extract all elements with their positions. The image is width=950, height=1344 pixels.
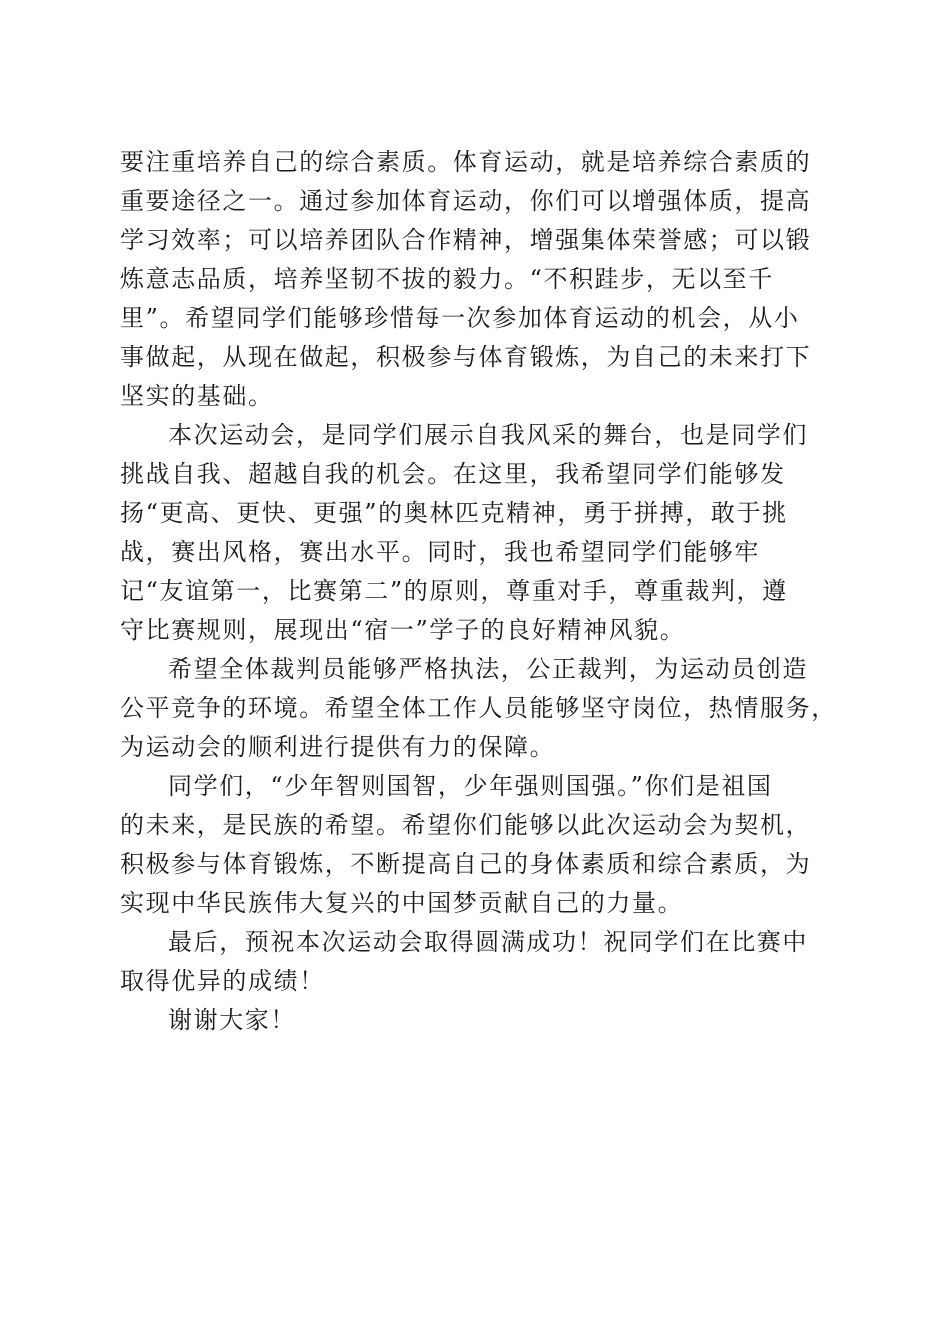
text-line: 里”。希望同学们能够珍惜每一次参加体育运动的机会，从小: [120, 304, 800, 332]
text-line: 炼意志品质，培养坚韧不拔的毅力。“不积跬步，无以至千: [120, 265, 774, 293]
paragraph-first-line: 最后，预祝本次运动会取得圆满成功！祝同学们在比赛中: [168, 928, 808, 956]
paragraph-first-line: 希望全体裁判员能够严格执法，公正裁判，为运动员创造: [168, 655, 808, 683]
text-line: 取得优异的成绩！: [120, 967, 325, 995]
speech-body: [120, 143, 837, 1040]
text-line: 挑战自我、超越自我的机会。在这里，我希望同学们能够发: [120, 460, 786, 488]
text-line: 战，赛出风格，赛出水平。同时，我也希望同学们能够牢: [120, 538, 760, 566]
text-line: 公平竞争的环境。希望全体工作人员能够坚守岗位，热情服务，: [120, 694, 837, 722]
text-line: 实现中华民族伟大复兴的中国梦贡献自己的力量。: [120, 889, 684, 917]
text-line: 积极参与体育锻炼，不断提高自己的身体素质和综合素质，为: [120, 850, 812, 878]
paragraph-first-line: 本次运动会，是同学们展示自我风采的舞台，也是同学们: [168, 421, 808, 449]
text-line: 坚实的基础。: [120, 382, 274, 410]
text-line: 扬“更高、更快、更强”的奥林匹克精神，勇于拼搏，敢于挑: [120, 499, 788, 527]
closing-line: 谢谢大家！: [168, 1006, 296, 1034]
text-line: 守比赛规则，展现出“宿一”学子的良好精神风貌。: [120, 616, 686, 644]
paragraph-first-line: 同学们，“少年智则国智，少年强则国强。”你们是祖国: [168, 772, 773, 800]
text-line: 的未来，是民族的希望。希望你们能够以此次运动会为契机，: [120, 811, 812, 839]
text-line: 事做起，从现在做起，积极参与体育锻炼，为自己的未来打下: [120, 343, 812, 371]
text-line: 记“友谊第一，比赛第二”的原则，尊重对手，尊重裁判，遵: [120, 577, 788, 605]
text-line: 为运动会的顺利进行提供有力的保障。: [120, 733, 556, 761]
text-line: 重要途径之一。通过参加体育运动，你们可以增强体质，提高: [120, 187, 812, 215]
text-line: 要注重培养自己的综合素质。体育运动，就是培养综合素质的: [120, 148, 812, 176]
text-line: 学习效率；可以培养团队合作精神，增强集体荣誉感；可以锻: [120, 226, 812, 254]
